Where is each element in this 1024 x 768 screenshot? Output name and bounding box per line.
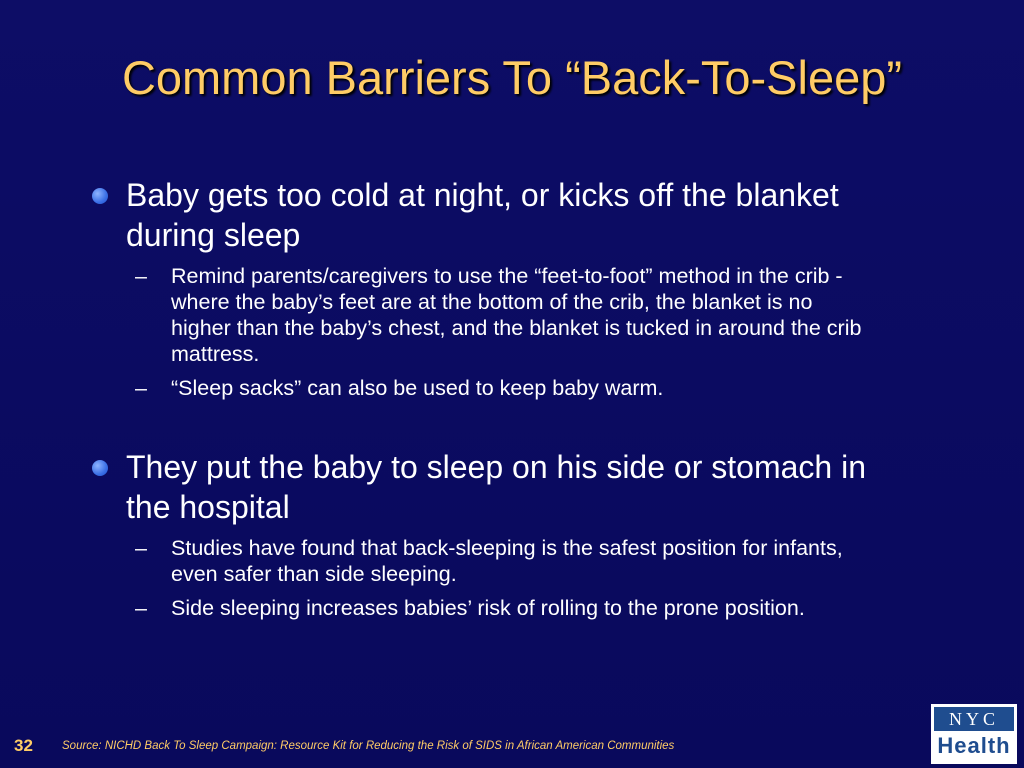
source-citation: Source: NICHD Back To Sleep Campaign: Resource Kit for Reducing the Risk of SIDS in African American Communities xyxy=(62,740,675,752)
dash-icon: – xyxy=(135,264,147,288)
logo-bottom-text: Health xyxy=(934,731,1014,758)
sub-bullet-text: Studies have found that back-sleeping is the safest position for infants, even safer than side sleeping. xyxy=(171,536,843,586)
bullet-text: They put the baby to sleep on his side or stomach in the hospital xyxy=(126,449,866,525)
page-number: 32 xyxy=(14,736,33,755)
sub-bullet-list-2 xyxy=(133,535,908,621)
slide-content xyxy=(88,175,908,629)
sub-bullet-text: Remind parents/caregivers to use the “feet-to-foot” method in the crib - where the baby’s feet are at the bottom of the crib, the blanket is no higher than the baby’s chest, and the blanket is tucked in around the crib mattress. xyxy=(171,264,862,366)
sub-bullet-text: “Sleep sacks” can also be used to keep baby warm. xyxy=(171,376,664,400)
dash-icon: – xyxy=(135,536,147,560)
sub-bullet-item xyxy=(133,535,871,587)
bullet-dot-icon xyxy=(92,188,108,204)
dash-icon: – xyxy=(135,376,147,400)
logo-top-text: NYC xyxy=(934,707,1014,731)
sub-bullet-item xyxy=(133,595,871,621)
bullet-dot-icon xyxy=(92,460,108,476)
sub-bullet-text: Side sleeping increases babies’ risk of rolling to the prone position. xyxy=(171,596,805,620)
bullet-text: Baby gets too cold at night, or kicks off the blanket during sleep xyxy=(126,177,839,253)
nyc-health-logo xyxy=(931,704,1017,764)
spacer xyxy=(88,409,908,447)
sub-bullet-item xyxy=(133,375,871,401)
sub-bullet-list-1 xyxy=(133,263,908,401)
sub-bullet-item xyxy=(133,263,871,367)
slide-title: Common Barriers To “Back-To-Sleep” xyxy=(121,51,903,104)
bullet-item-2 xyxy=(88,447,886,527)
dash-icon: – xyxy=(135,596,147,620)
bullet-item-1 xyxy=(88,175,886,255)
